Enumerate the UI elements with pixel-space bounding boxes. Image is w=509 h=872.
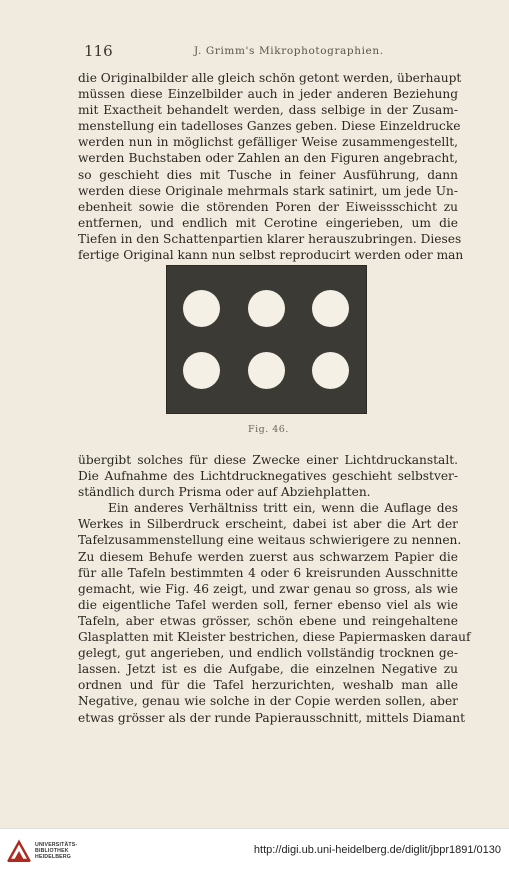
library-logo-icon bbox=[6, 838, 32, 864]
figure-caption: Fig. 46. bbox=[248, 424, 289, 435]
circular-cutout bbox=[312, 352, 349, 389]
text-line: Glasplatten mit Kleister bestrichen, diese Papiermasken darauf bbox=[78, 630, 471, 645]
figure-46-mask bbox=[166, 265, 367, 414]
source-link[interactable]: http://digi.ub.uni-heidelberg.de/diglit/jbpr1891/0130 bbox=[253, 844, 501, 856]
text-line: für alle Tafeln bestimmten 4 oder 6 kreisrunden Ausschnitte bbox=[78, 565, 458, 580]
text-line: etwas grösser als der runde Papierausschnitt, mittels Diamant bbox=[78, 710, 465, 725]
text-line: Ein anderes Verhältniss tritt ein, wenn die Auflage des bbox=[108, 501, 458, 516]
text-line: Tafeln, aber etwas grösser, schön ebene und reingehaltene bbox=[78, 613, 458, 628]
text-line: Tafelzusammenstellung eine weitaus schwierigere zu nennen. bbox=[78, 533, 462, 548]
text-line: Werkes in Silberdruck erscheint, dabei ist aber die Art der bbox=[78, 517, 458, 532]
text-line: werden nun in möglichst gefälliger Weise zusammengestellt, bbox=[78, 135, 458, 150]
paragraph-top bbox=[78, 70, 464, 263]
text-line: Negative, genau wie solche in der Copie werden sollen, aber bbox=[78, 694, 458, 709]
text-line: mit Exactheit behandelt werden, dass selbige in der Zusam- bbox=[78, 103, 458, 118]
text-line: die eigentliche Tafel werden soll, ferner ebenso viel als wie bbox=[78, 597, 458, 612]
text-line: entfernen, und endlich mit Cerotine eingerieben, um die bbox=[78, 215, 458, 230]
circular-cutout bbox=[248, 352, 285, 389]
text-line: menstellung ein tadelloses Ganzes geben. Diese Einzeldrucke bbox=[78, 119, 461, 134]
text-line: fertige Original kann nun selbst reproducirt werden oder man bbox=[78, 248, 464, 263]
library-name-line: HEIDELBERG bbox=[35, 854, 72, 860]
text-line: ebenheit sowie die störenden Poren der Eiweissschicht zu bbox=[78, 199, 458, 214]
running-head bbox=[84, 42, 462, 60]
library-name bbox=[35, 842, 77, 860]
text-line: so geschieht dies mit Tusche in feiner Ausführung, dann bbox=[78, 167, 458, 182]
text-line: Tiefen in den Schattenpartien klarer herauszubringen. Dieses bbox=[78, 231, 462, 246]
circular-cutout bbox=[248, 290, 285, 327]
page-number: 116 bbox=[84, 42, 113, 60]
text-line: Zu diesem Behufe werden zuerst aus schwarzem Papier die bbox=[78, 549, 458, 564]
text-line: Die Aufnahme des Lichtdrucknegatives geschieht selbstver- bbox=[78, 469, 458, 484]
library-name-line: BIBLIOTHEK bbox=[35, 848, 69, 854]
circular-cutout bbox=[312, 290, 349, 327]
circular-cutout bbox=[183, 290, 220, 327]
text-line: gemacht, wie Fig. 46 zeigt, und zwar genau so gross, als wie bbox=[78, 581, 458, 596]
text-line: gelegt, gut angerieben, und endlich vollständig trocknen ge- bbox=[78, 646, 458, 661]
text-line: übergibt solches für diese Zwecke einer Lichtdruckanstalt. bbox=[78, 453, 458, 467]
circular-cutout bbox=[183, 352, 220, 389]
text-line: ständlich durch Prisma oder auf Abziehplatten. bbox=[78, 485, 371, 500]
text-line: müssen diese Einzelbilder auch in jeder anderen Beziehung bbox=[78, 87, 458, 102]
paragraph-bottom bbox=[78, 452, 471, 726]
running-title: J. Grimm's Mikrophotographien. bbox=[194, 45, 384, 57]
text-line: ordnen und für die Tafel herzurichten, weshalb man alle bbox=[78, 678, 458, 693]
digitization-footer bbox=[0, 828, 509, 872]
text-line: werden Buchstaben oder Zahlen an den Figuren angebracht, bbox=[78, 151, 458, 166]
text-line: werden diese Originale mehrmals stark satinirt, um jede Un- bbox=[78, 183, 458, 198]
library-name-line: UNIVERSITÄTS- bbox=[35, 842, 78, 848]
text-line: die Originalbilder alle gleich schön getont werden, überhaupt bbox=[78, 71, 462, 85]
text-line: lassen. Jetzt ist es die Aufgabe, die einzelnen Negative zu bbox=[78, 662, 458, 677]
